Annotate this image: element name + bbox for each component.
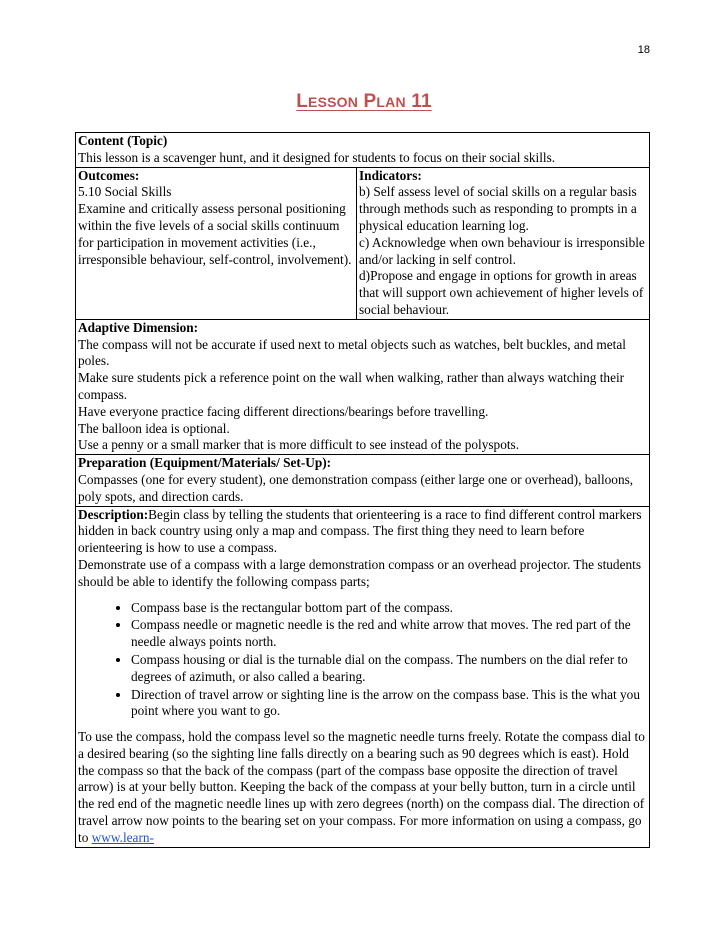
list-item: • Compass housing or dial is the turnable dial on the compass. The numbers on the dial refer to degrees of azimuth, or also called a bearing. [131,652,647,686]
page-title [0,91,728,113]
adaptive-cell [76,319,650,454]
description-intro: Begin class by telling the students that orienteering is a race to find different control markers hidden in back country using only a map and compass. The first thing they need to learn before orienteering is how to use a compass. [78,506,642,556]
preparation-cell [76,455,650,506]
outcomes-indicators-row [76,167,650,319]
preparation-heading: Preparation (Equipment/Materials/ Set-Up): [78,455,332,471]
adaptive-line: Use a penny or a small marker that is more difficult to see instead of the polyspots. [78,437,520,453]
description-usage: To use the compass, hold the compass level so the magnetic needle turns freely. Rotate the compass dial to a desired bearing (so the sighting line falls directly on a bearing such as 90 degrees which is east). Hold the compass so that the back of the compass (part of the compass base opposite the direction of travel arrow) is at your belly button. Keeping the back of the compass at your belly button, turn in a circle until the red end of the magnetic needle lines up with zero degrees (north) on the compass dial. The direction of travel arrow now points to the bearing set on your compass. For more information on using a compass, go to [78,729,645,845]
description-usage-paragraph [78,729,647,847]
title-number: 11 [411,91,432,112]
adaptive-line: The balloon idea is optional. [78,420,230,436]
content-row [76,133,650,168]
outcomes-cell [76,167,357,319]
content-text: This lesson is a scavenger hunt, and it designed for students to focus on their social skills. [78,149,556,165]
description-cell [76,506,650,847]
adaptive-line: Make sure students pick a reference point on the wall when walking, rather than always watching their compass. [78,370,625,402]
title-initial-l: L [296,91,309,112]
outcomes-heading: Outcomes: [78,167,140,183]
list-item: • Direction of travel arrow or sighting line is the arrow on the compass base. This is the what you point where you want to go. [131,687,647,721]
adaptive-heading: Adaptive Dimension: [78,319,199,335]
content-cell [76,133,650,168]
preparation-text: Compasses (one for every student), one demonstration compass (either large one or overhead), balloons, poly spots, and direction cards. [78,471,634,504]
lesson-plan-table [75,132,650,848]
title-initial-p: P [363,91,377,112]
preparation-row [76,455,650,506]
indicator-b: b) Self assess level of social skills on a regular basis through methods such as responding to prompts in a physical education learning log. [359,184,637,233]
adaptive-row [76,319,650,454]
compass-parts-list [78,600,647,721]
content-heading: Content (Topic) [78,133,168,148]
description-intro-paragraph [78,507,647,557]
title-word-esson: ESSON [308,94,359,110]
title-word-lan: LAN [376,94,406,110]
indicators-cell [357,167,650,319]
description-heading: Description: [78,506,149,522]
outcome-code: 5.10 Social Skills [78,184,172,200]
list-item: • Compass base is the rectangular bottom part of the compass. [131,600,647,617]
adaptive-line: Have everyone practice facing different directions/bearings before travelling. [78,403,489,419]
description-demo: Demonstrate use of a compass with a large demonstration compass or an overhead projector. The students should be able to identify the following compass parts; [78,556,641,589]
list-item: • Compass needle or magnetic needle is the red and white arrow that moves. The red part of the needle always points north. [131,617,647,651]
learn-link[interactable]: www.learn- [91,829,154,845]
indicator-c: c) Acknowledge when own behaviour is irresponsible and/or lacking in self control. [359,234,645,267]
description-row [76,506,650,847]
indicators-heading: Indicators: [359,167,422,183]
indicator-d: d)Propose and engage in options for growth in areas that will support own achievement of higher levels of social behaviour. [359,268,644,317]
page-number: 18 [637,44,650,56]
outcome-text: Examine and critically assess personal positioning within the five levels of a social skills continuum for participation in movement activities (i.e., irresponsible behaviour, self-control, involvement). [78,201,352,267]
adaptive-line: The compass will not be accurate if used next to metal objects such as watches, belt buckles, and metal poles. [78,336,626,369]
